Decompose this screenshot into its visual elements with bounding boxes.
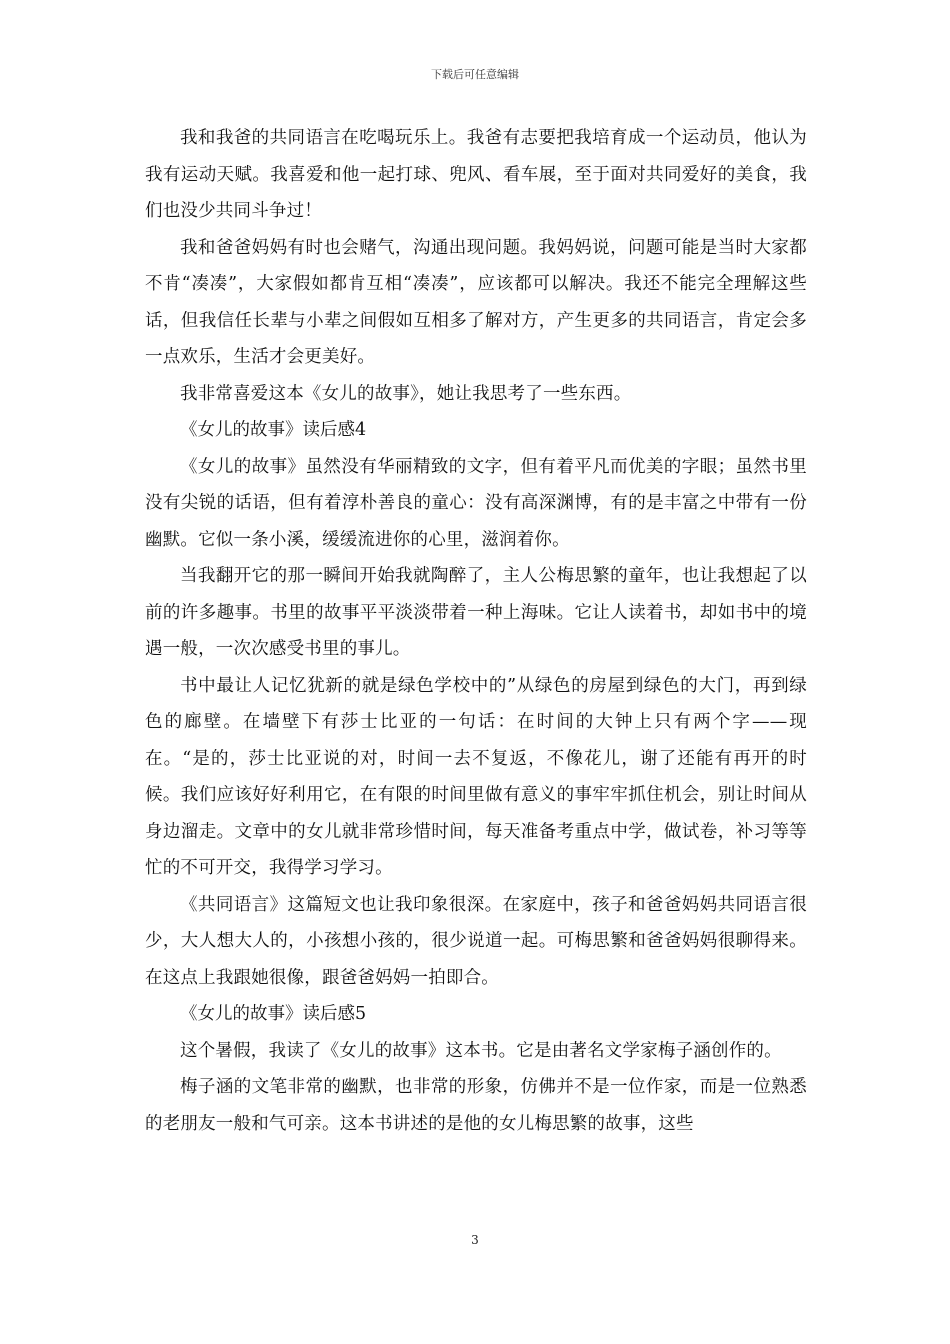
page-number: 3: [471, 1233, 479, 1247]
section-heading: 《女儿的故事》读后感4: [180, 420, 367, 440]
paragraph: 这个暑假，我读了《女儿的故事》这本书。它是由著名文学家梅子涵创作的。: [180, 1040, 782, 1061]
document-body: [145, 120, 807, 1142]
paragraph: 我和我爸的共同语言在吃喝玩乐上。我爸有志要把我培育成一个运动员，他认为我有运动天赋。我喜爱和他一起打球、兜风、看车展，至于面对共同爱好的美食，我们也没少共同斗争过！: [145, 128, 807, 221]
paragraph: 梅子涵的文笔非常的幽默，也非常的形象，仿佛并不是一位作家，而是一位熟悉的老朋友一般和气可亲。这本书讲述的是他的女儿梅思繁的故事，这些: [145, 1077, 807, 1134]
paragraph: 《女儿的故事》虽然没有华丽精致的文字，但有着平凡而优美的字眼；虽然书里没有尖锐的话语，但有着淳朴善良的童心：没有高深渊博，有的是丰富之中带有一份幽默。它似一条小溪，缓缓流进你的心里，滋润着你。: [145, 456, 807, 550]
paragraph: 《共同语言》这篇短文也让我印象很深。在家庭中，孩子和爸爸妈妈共同语言很少，大人想大人的，小孩想小孩的，很少说道一起。可梅思繁和爸爸妈妈很聊得来。在这点上我跟她很像，跟爸爸妈妈一拍即合。: [145, 894, 807, 988]
page-header: 下载后可任意编辑: [431, 68, 519, 81]
paragraph: 我和爸爸妈妈有时也会赌气，沟通出现问题。我妈妈说，问题可能是当时大家都不肯“凑凑”，大家假如都肯互相“凑凑”，应该都可以解决。我还不能完全理解这些话，但我信任长辈与小辈之间假如互相多了解对方，产生更多的共同语言，肯定会多一点欢乐，生活才会更美好。: [145, 237, 807, 367]
paragraph: 当我翻开它的那一瞬间开始我就陶醉了，主人公梅思繁的童年，也让我想起了以前的许多趣事。书里的故事平平淡淡带着一种上海味。它让人读着书，却如书中的境遇一般，一次次感受书里的事儿。: [145, 566, 807, 659]
section-heading: 《女儿的故事》读后感5: [180, 1004, 367, 1024]
paragraph: 书中最让人记忆犹新的就是绿色学校中的”从绿色的房屋到绿色的大门，再到绿色的廊壁。在墙壁下有莎士比亚的一句话：在时间的大钟上只有两个字——现在。“是的，莎士比亚说的对，时间一去不复返，不像花儿，谢了还能有再开的时候。我们应该好好利用它，在有限的时间里做有意义的事牢牢抓住机会，别让时间从身边溜走。文章中的女儿就非常珍惜时间，每天准备考重点中学，做试卷，补习等等忙的不可开交，我得学习学习。: [145, 675, 807, 878]
paragraph: 我非常喜爱这本《女儿的故事》，她让我思考了一些东西。: [180, 383, 632, 404]
